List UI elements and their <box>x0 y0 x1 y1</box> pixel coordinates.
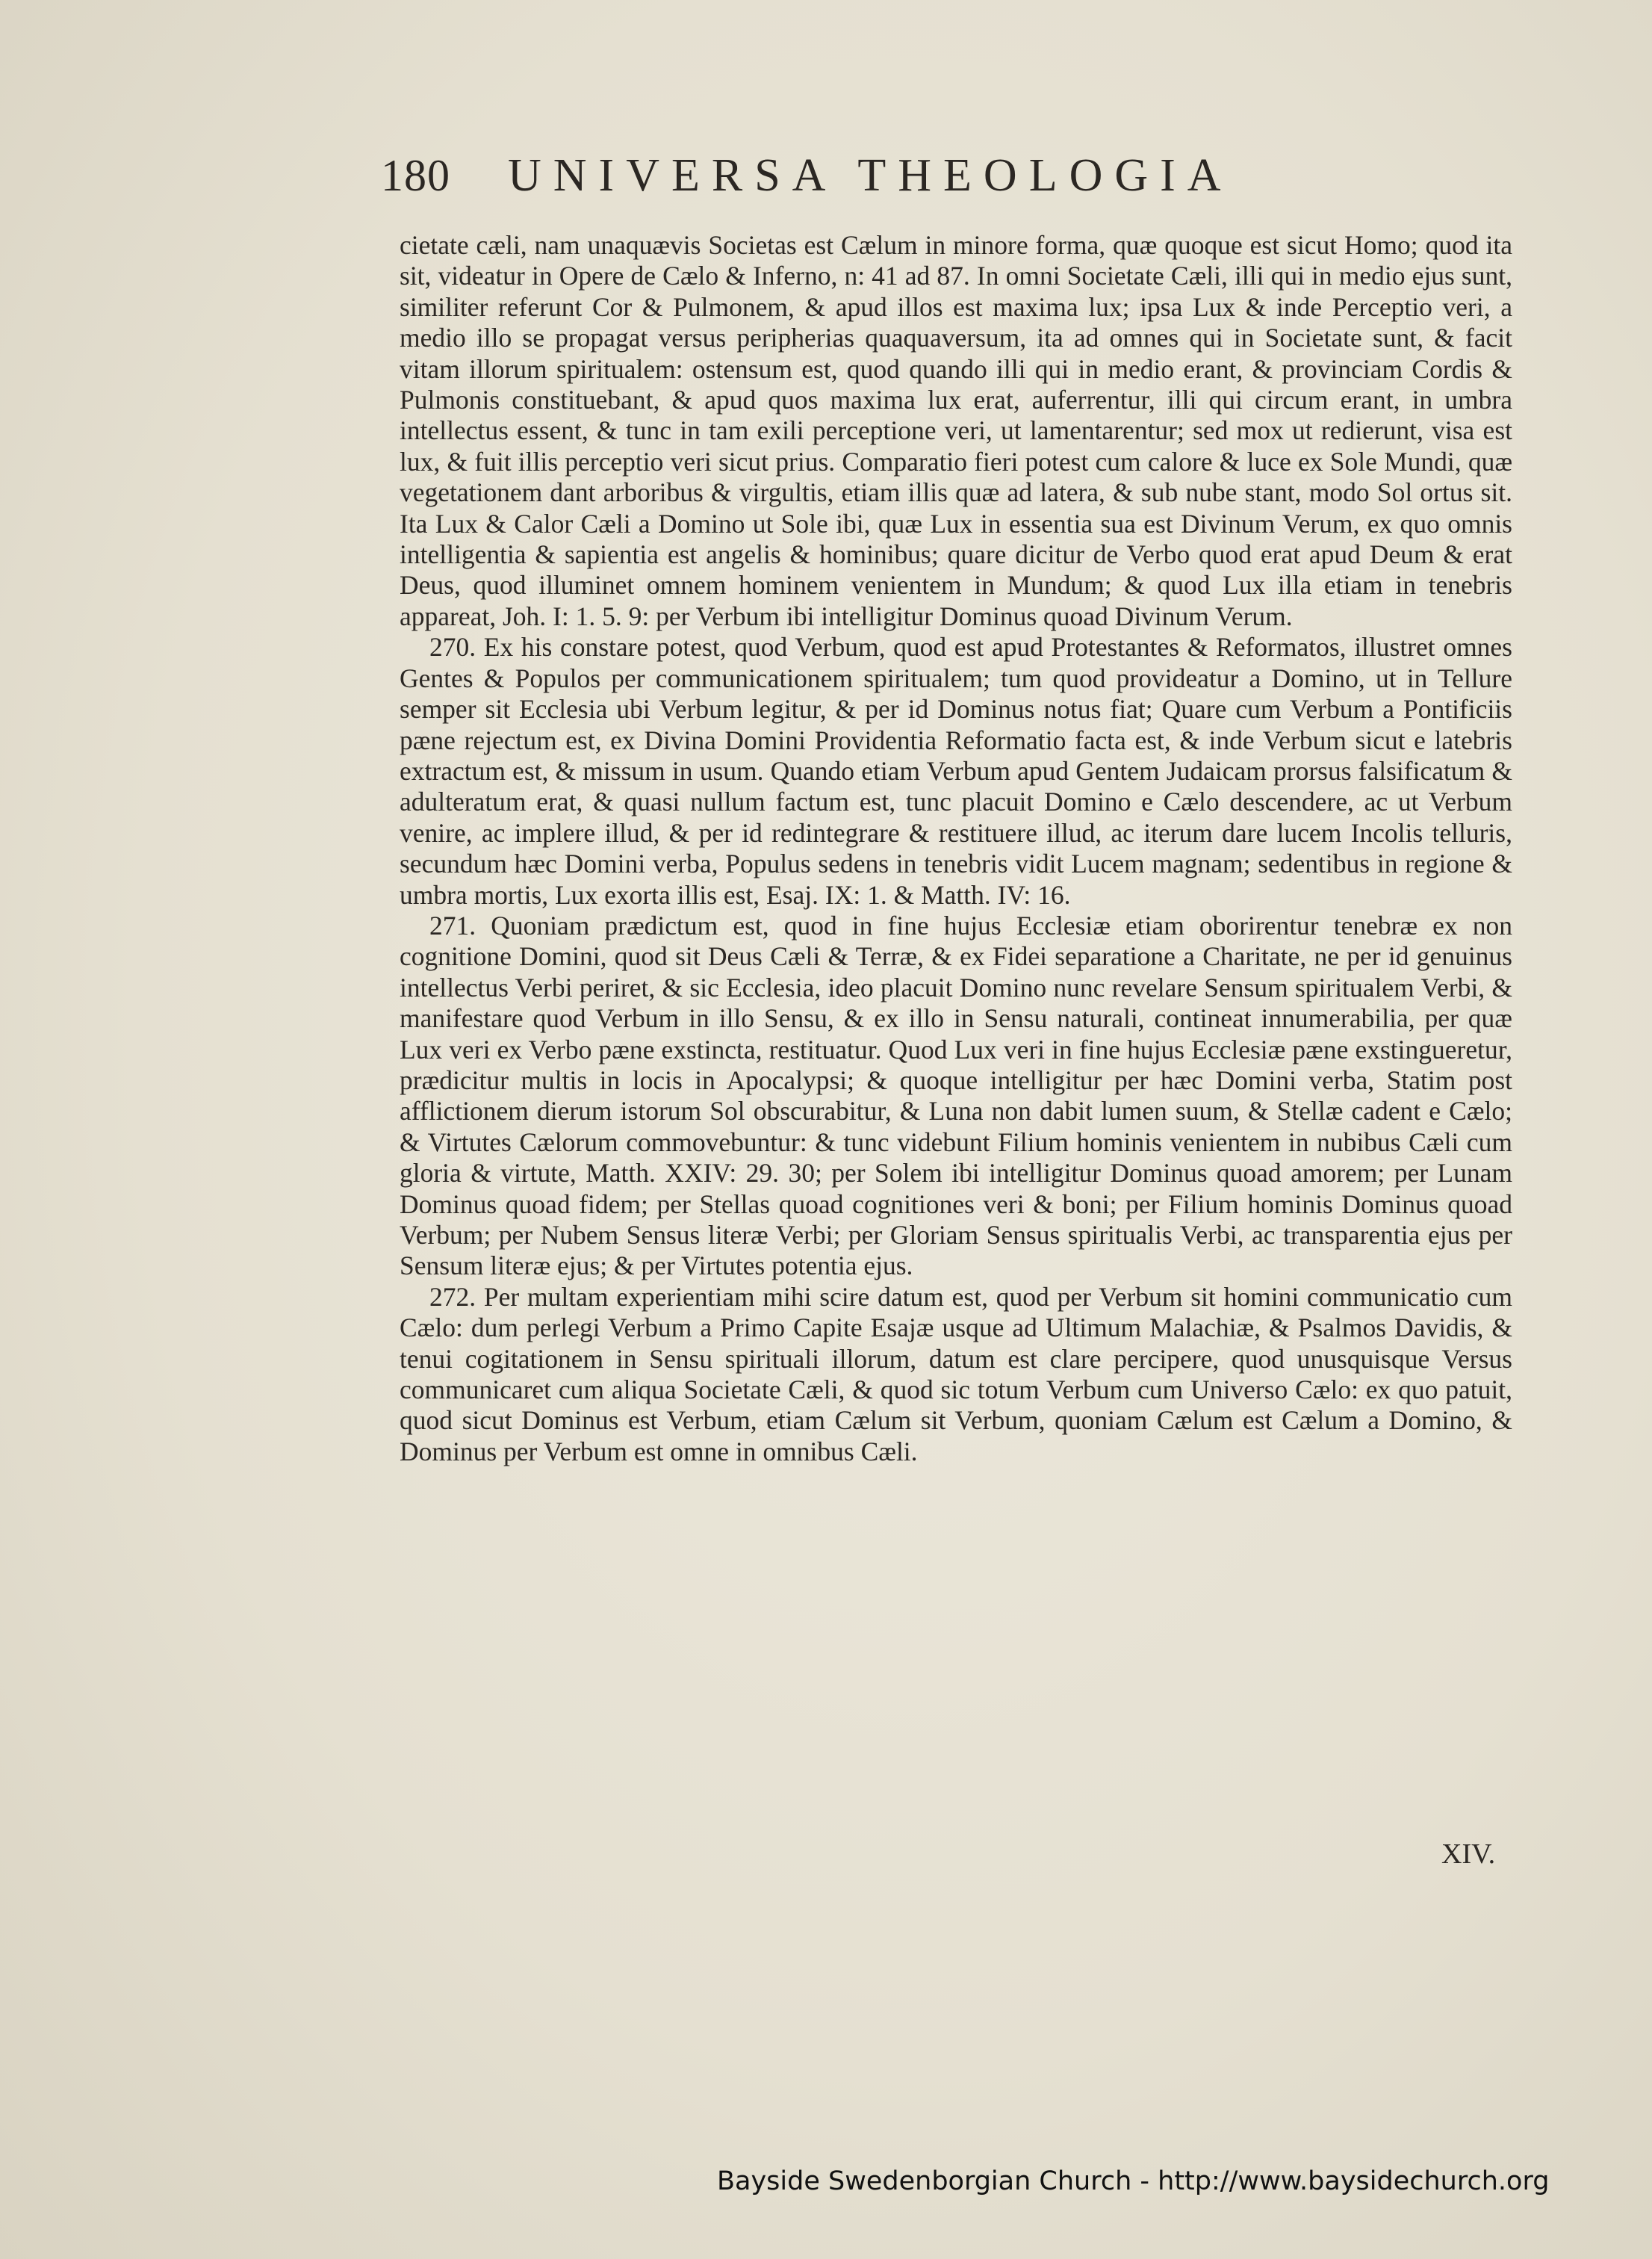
catchword: XIV. <box>1441 1838 1496 1870</box>
page-header <box>381 146 1367 205</box>
paragraph-continued: cietate cæli, nam unaquævis Societas est Cælum in minore forma, quæ quoque est sicut Homo; quod ita sit, videatur in Opere de Cælo & Inferno, n: 41 ad 87. In omni Societate Cæli, illi qui in medio ejus sunt, similiter referunt Cor & Pulmonem, & apud illos est maxima lux; ipsa Lux & inde Perceptio veri, a medio illo se propagat versus peripherias quaquaversum, ita ad omnes qui in Societate sunt, & facit vitam illorum spiritualem: ostensum est, quod quando illi qui in medio erant, & provinciam Cordis & Pulmonis constituebant, & apud quos maxima lux erat, auferrentur, illi qui circum erant, in umbra intellectus essent, & tunc in tam exili perceptione veri, ut lamentarentur; sed mox ut redierunt, visa est lux, & fuit illis perceptio veri sicut prius. Comparatio fieri potest cum calore & luce ex Sole Mundi, quæ vegetationem dant arboribus & virgultis, etiam illis quæ ad latera, & sub nube stant, modo Sol ortus sit. Ita Lux & Calor Cæli a Domino ut Sole ibi, quæ Lux in essentia sua est Divinum Verum, ex quo omnis intelligentia & sapientia est angelis & hominibus; quare dicitur de Verbo quod erat apud Deum & erat Deus, quod illuminet omnem hominem venientem in Mundum; & quod Lux illa etiam in tenebris appareat, Joh. I: 1. 5. 9: per Verbum ibi intelligitur Dominus quoad Divinum Verum. <box>400 230 1512 631</box>
paragraph-271: 271. Quoniam prædictum est, quod in fine hujus Ecclesiæ etiam oborirentur tenebræ ex non cognitione Domini, quod sit Deus Cæli & Terræ, & ex Fidei separatione a Charitate, ne per id genuinus intellectus Verbi periret, & sic Ecclesia, ideo placuit Domino nunc revelare Sensum spiritualem Verbi, & manifestare quod Verbum in illo Sensu, & ex illo in Sensu naturali, contineat innumerabilia, per quæ Lux veri ex Verbo pæne exstincta, restituatur. Quod Lux veri in fine hujus Ecclesiæ pæne exstingueretur, prædicitur multis in locis in Apocalypsi; & quoque intelligitur per hæc Domini verba, Statim post afflictionem dierum istorum Sol obscurabitur, & Luna non dabit lumen suum, & Stellæ cadent e Cælo; & Virtutes Cælorum commovebuntur: & tunc videbunt Filium hominis venientem in nubibus Cæli cum gloria & virtute, Matth. XXIV: 29. 30; per Solem ibi intelligitur Dominus quoad amorem; per Lunam Dominus quoad fidem; per Stellas quoad cognitiones veri & boni; per Filium hominis Dominus quoad Verbum; per Nubem Sensus literæ Verbi; per Gloriam Sensus spiritualis Verbi, ac transparentia ejus per Sensum literæ ejus; & per Virtutes potentia ejus. <box>400 910 1512 1281</box>
footer-credit: Bayside Swedenborgian Church - http://www.baysidechurch.org <box>717 2166 1550 2196</box>
body-text <box>400 230 1512 1467</box>
paragraph-272: 272. Per multam experientiam mihi scire datum est, quod per Verbum sit homini communicatio cum Cælo: dum perlegi Verbum a Primo Capite Esajæ usque ad Ultimum Malachiæ, & Psalmos Davidis, & tenui cogitationem in Sensu spirituali illorum, datum est clare percipere, quod unusquisque Versus communicaret cum aliqua Societate Cæli, & quod sic totum Verbum cum Universo Cælo: ex quo patuit, quod sicut Dominus est Verbum, etiam Cælum sit Verbum, quoniam Cælum est Cælum a Domino, & Dominus per Verbum est omne in omnibus Cæli. <box>400 1281 1512 1466</box>
paragraph-270: 270. Ex his constare potest, quod Verbum, quod est apud Protestantes & Reformatos, illustret omnes Gentes & Populos per communicationem spiritualem; tum quod provideatur a Domino, ut in Tellure semper sit Ecclesia ubi Verbum legitur, & per id Dominus notus fiat; Quare cum Verbum a Pontificiis pæne rejectum est, ex Divina Domini Providentia Reformatio facta est, & inde Verbum sicut e latebris extractum est, & missum in usum. Quando etiam Verbum apud Gentem Judaicam prorsus falsificatum & adulteratum erat, & quasi nullum factum est, tunc placuit Domino e Cælo descendere, ac ut Verbum venire, ac implere illud, & per id redintegrare & restituere illud, ac iterum dare lucem Incolis telluris, secundum hæc Domini verba, Populus sedens in tenebris vidit Lucem magnam; sedentibus in regione & umbra mortis, Lux exorta illis est, Esaj. IX: 1. & Matth. IV: 16. <box>400 632 1512 910</box>
running-title: UNIVERSA THEOLOGIA <box>508 150 1233 201</box>
page-number: 180 <box>381 151 450 200</box>
